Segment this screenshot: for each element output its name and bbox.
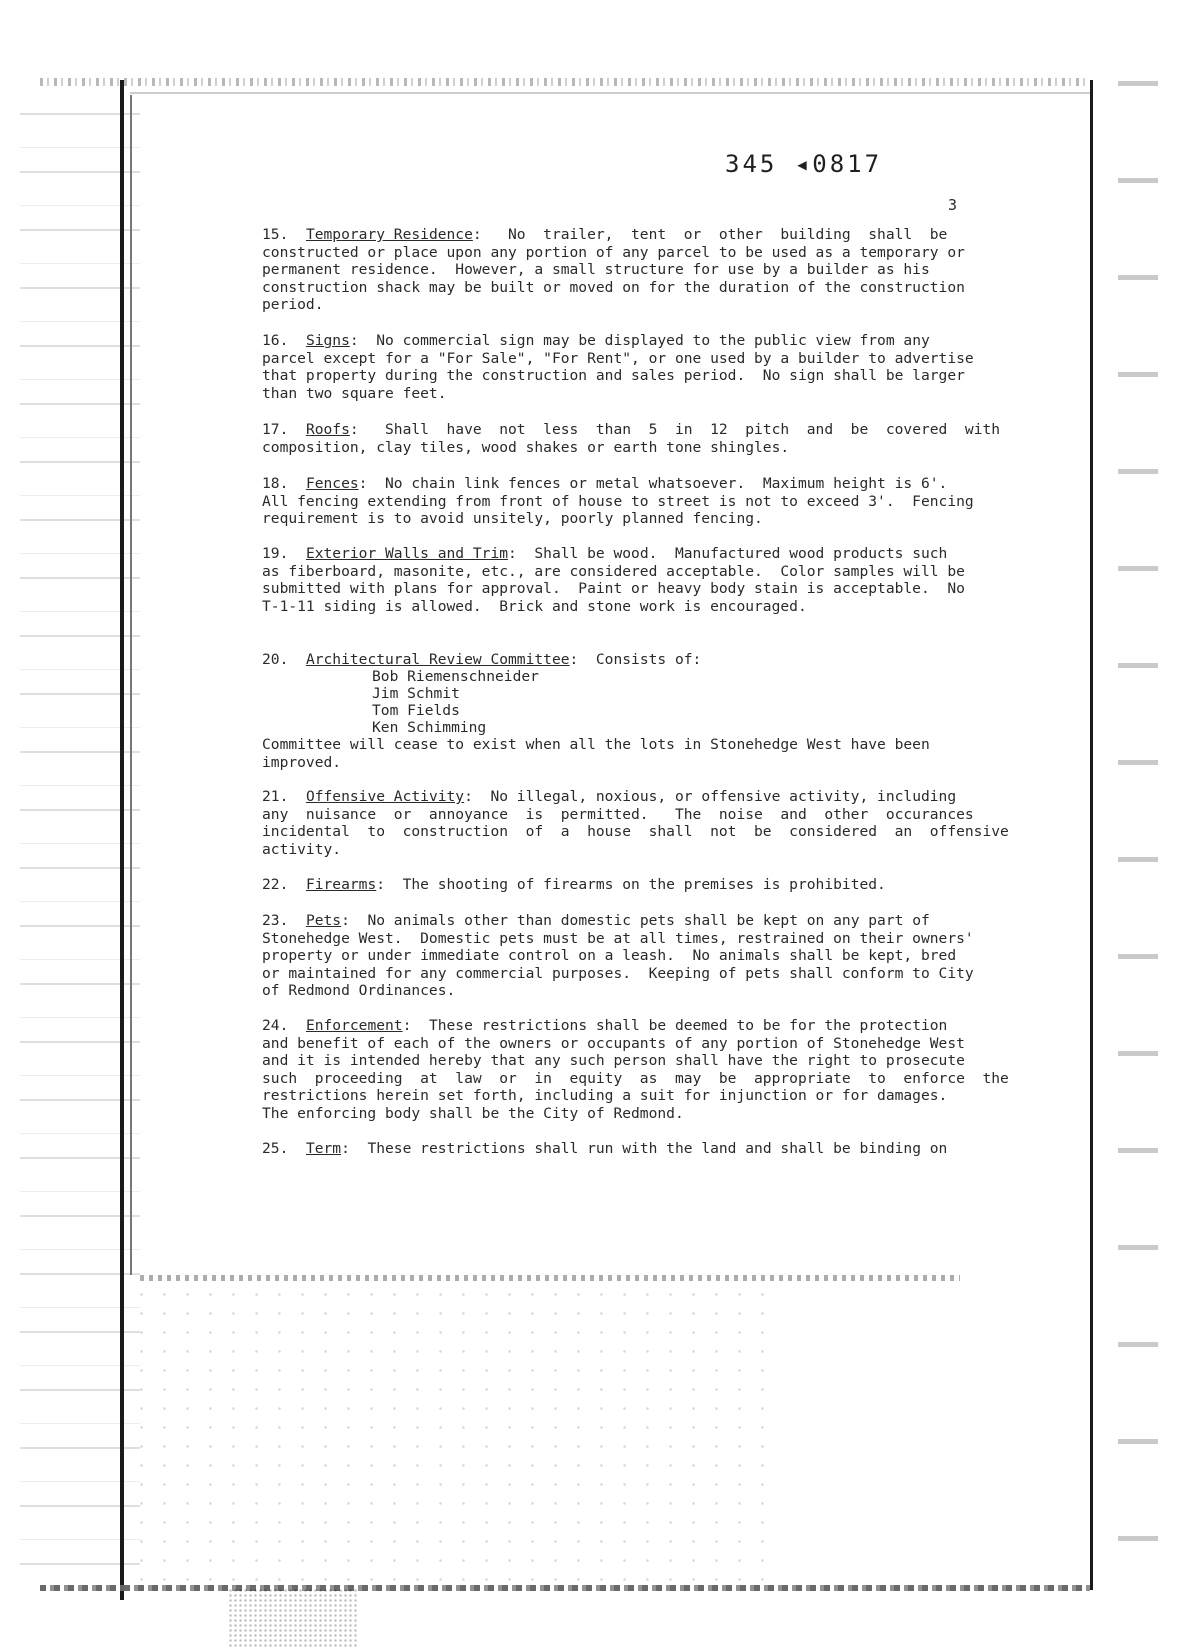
section-line: : The shooting of firearms on the premises is prohibited. [376,876,886,893]
section-line: composition, clay tiles, wood shakes or earth tone shingles. [262,438,790,456]
scan-noise-bottom [130,1285,780,1585]
section-15 [262,226,965,314]
section-line: The enforcing body shall be the City of Redmond. [262,1104,684,1122]
section-line: construction shack may be built or moved on for the duration of the construction [262,278,965,296]
section-heading: Firearms [305,876,377,893]
section-line: submitted with plans for approval. Paint or heavy body stain is acceptable. No [262,580,965,597]
scan-edge-bottom-inner [140,1275,960,1281]
section-heading: Exterior Walls and Trim [305,545,509,562]
section-number: 25. [262,1140,289,1157]
section-line: as fiberboard, masonite, etc., are considered acceptable. Color samples will be [262,562,965,580]
section-line: : No animals other than domestic pets shall be kept on any part of [341,912,930,929]
section-line: any nuisance or annoyance is permitted. The noise and other occurances [262,805,974,823]
scan-edge-left [120,80,124,1600]
section-number: 17. [262,421,289,438]
committee-member: Ken Schimming [372,719,487,736]
section-line: : No illegal, noxious, or offensive activity, including [464,788,957,805]
section-heading: Enforcement [305,1017,403,1034]
scan-edge-top-inner [130,92,1090,94]
section-line: : These restrictions shall run with the land and shall be binding on [341,1140,948,1157]
book-page-stamp: 345 ◂0817 [725,150,883,178]
section-line: activity. [262,840,342,858]
scan-edge-bottom [40,1585,1090,1591]
section-line: requirement is to avoid unsitely, poorly planned fencing. [262,510,763,527]
section-line: : Shall have not less than 5 in 12 pitch and be covered with [349,421,1001,438]
committee-member: Tom Fields [372,702,460,719]
section-20 [262,651,962,669]
section-heading: Roofs [305,421,350,438]
section-line: restrictions herein set forth, including a suit for injunction or for damages. [262,1087,948,1104]
section-heading: Architectural Review Committee [305,651,570,668]
section-line: such proceeding at law or in equity as may be appropriate to enforce the [262,1069,1009,1087]
section-line: of Redmond Ordinances. [262,982,456,999]
section-19 [262,545,965,615]
section-line: T-1-11 siding is allowed. Brick and stone work is encouraged. [262,597,807,615]
section-line: : Consists of: [569,651,702,668]
section-line: All fencing extending from front of house to street is not to exceed 3'. Fencing [262,492,974,510]
section-line: constructed or place upon any portion of any parcel to be used as a temporary or [262,243,965,261]
section-line: : These restrictions shall be deemed to be for the protection [402,1017,948,1034]
section-16 [262,332,974,402]
scan-edge-right [1090,80,1093,1590]
section-20-continued [262,736,962,771]
section-line: or maintained for any commercial purposes. Keeping of pets shall conform to City [262,964,974,982]
scan-tab-bottom [228,1588,358,1649]
committee-member: Jim Schmit [372,685,460,702]
section-heading: Fences [305,475,359,492]
section-heading: Pets [305,912,342,929]
scan-noise-right [1118,40,1158,1600]
section-line: than two square feet. [262,384,447,402]
section-heading: Signs [305,332,350,349]
section-number: 24. [262,1017,289,1034]
section-line: Committee will cease to exist when all the lots in Stonehedge West have been [262,736,930,753]
section-line: : No chain link fences or metal whatsoever. Maximum height is 6'. [358,475,948,492]
section-number: 21. [262,788,289,805]
scan-edge-left-inner [130,95,132,1275]
section-17 [262,421,1001,456]
section-line: improved. [262,753,342,771]
section-line: Stonehedge West. Domestic pets must be at all times, restrained on their owners' [262,929,974,947]
section-line: and it is intended hereby that any such person shall have the right to prosecute [262,1052,965,1069]
section-line: that property during the construction and sales period. No sign shall be larger [262,367,965,384]
section-22 [262,876,962,894]
section-number: 19. [262,545,289,562]
section-number: 22. [262,876,289,893]
section-line: property or under immediate control on a leash. No animals shall be kept, bred [262,947,957,964]
scan-edge-top [40,78,1090,86]
section-line: parcel except for a "For Sale", "For Rent", or one used by a builder to advertise [262,349,974,367]
section-heading: Offensive Activity [305,788,465,805]
section-18 [262,475,974,528]
section-number: 15. [262,226,289,243]
section-24 [262,1017,1009,1122]
section-line: : No trailer, tent or other building shall be [472,226,948,243]
section-number: 23. [262,912,289,929]
section-line: and benefit of each of the owners or occupants of any portion of Stonehedge West [262,1034,965,1052]
section-line: incidental to construction of a house shall not be considered an offensive [262,823,1009,840]
section-23 [262,912,974,1000]
section-number: 20. [262,651,289,668]
section-line: : Shall be wood. Manufactured wood products such [508,545,948,562]
section-number: 18. [262,475,289,492]
section-25 [262,1140,962,1158]
section-21 [262,788,1009,858]
committee-member: Bob Riemenschneider [372,668,539,685]
page-number: 3 [948,196,958,214]
section-line: : No commercial sign may be displayed to the public view from any [349,332,930,349]
section-heading: Temporary Residence [305,226,473,243]
section-line: period. [262,296,324,313]
section-number: 16. [262,332,289,349]
section-heading: Term [305,1140,342,1157]
section-line: permanent residence. However, a small structure for use by a builder as his [262,261,930,278]
